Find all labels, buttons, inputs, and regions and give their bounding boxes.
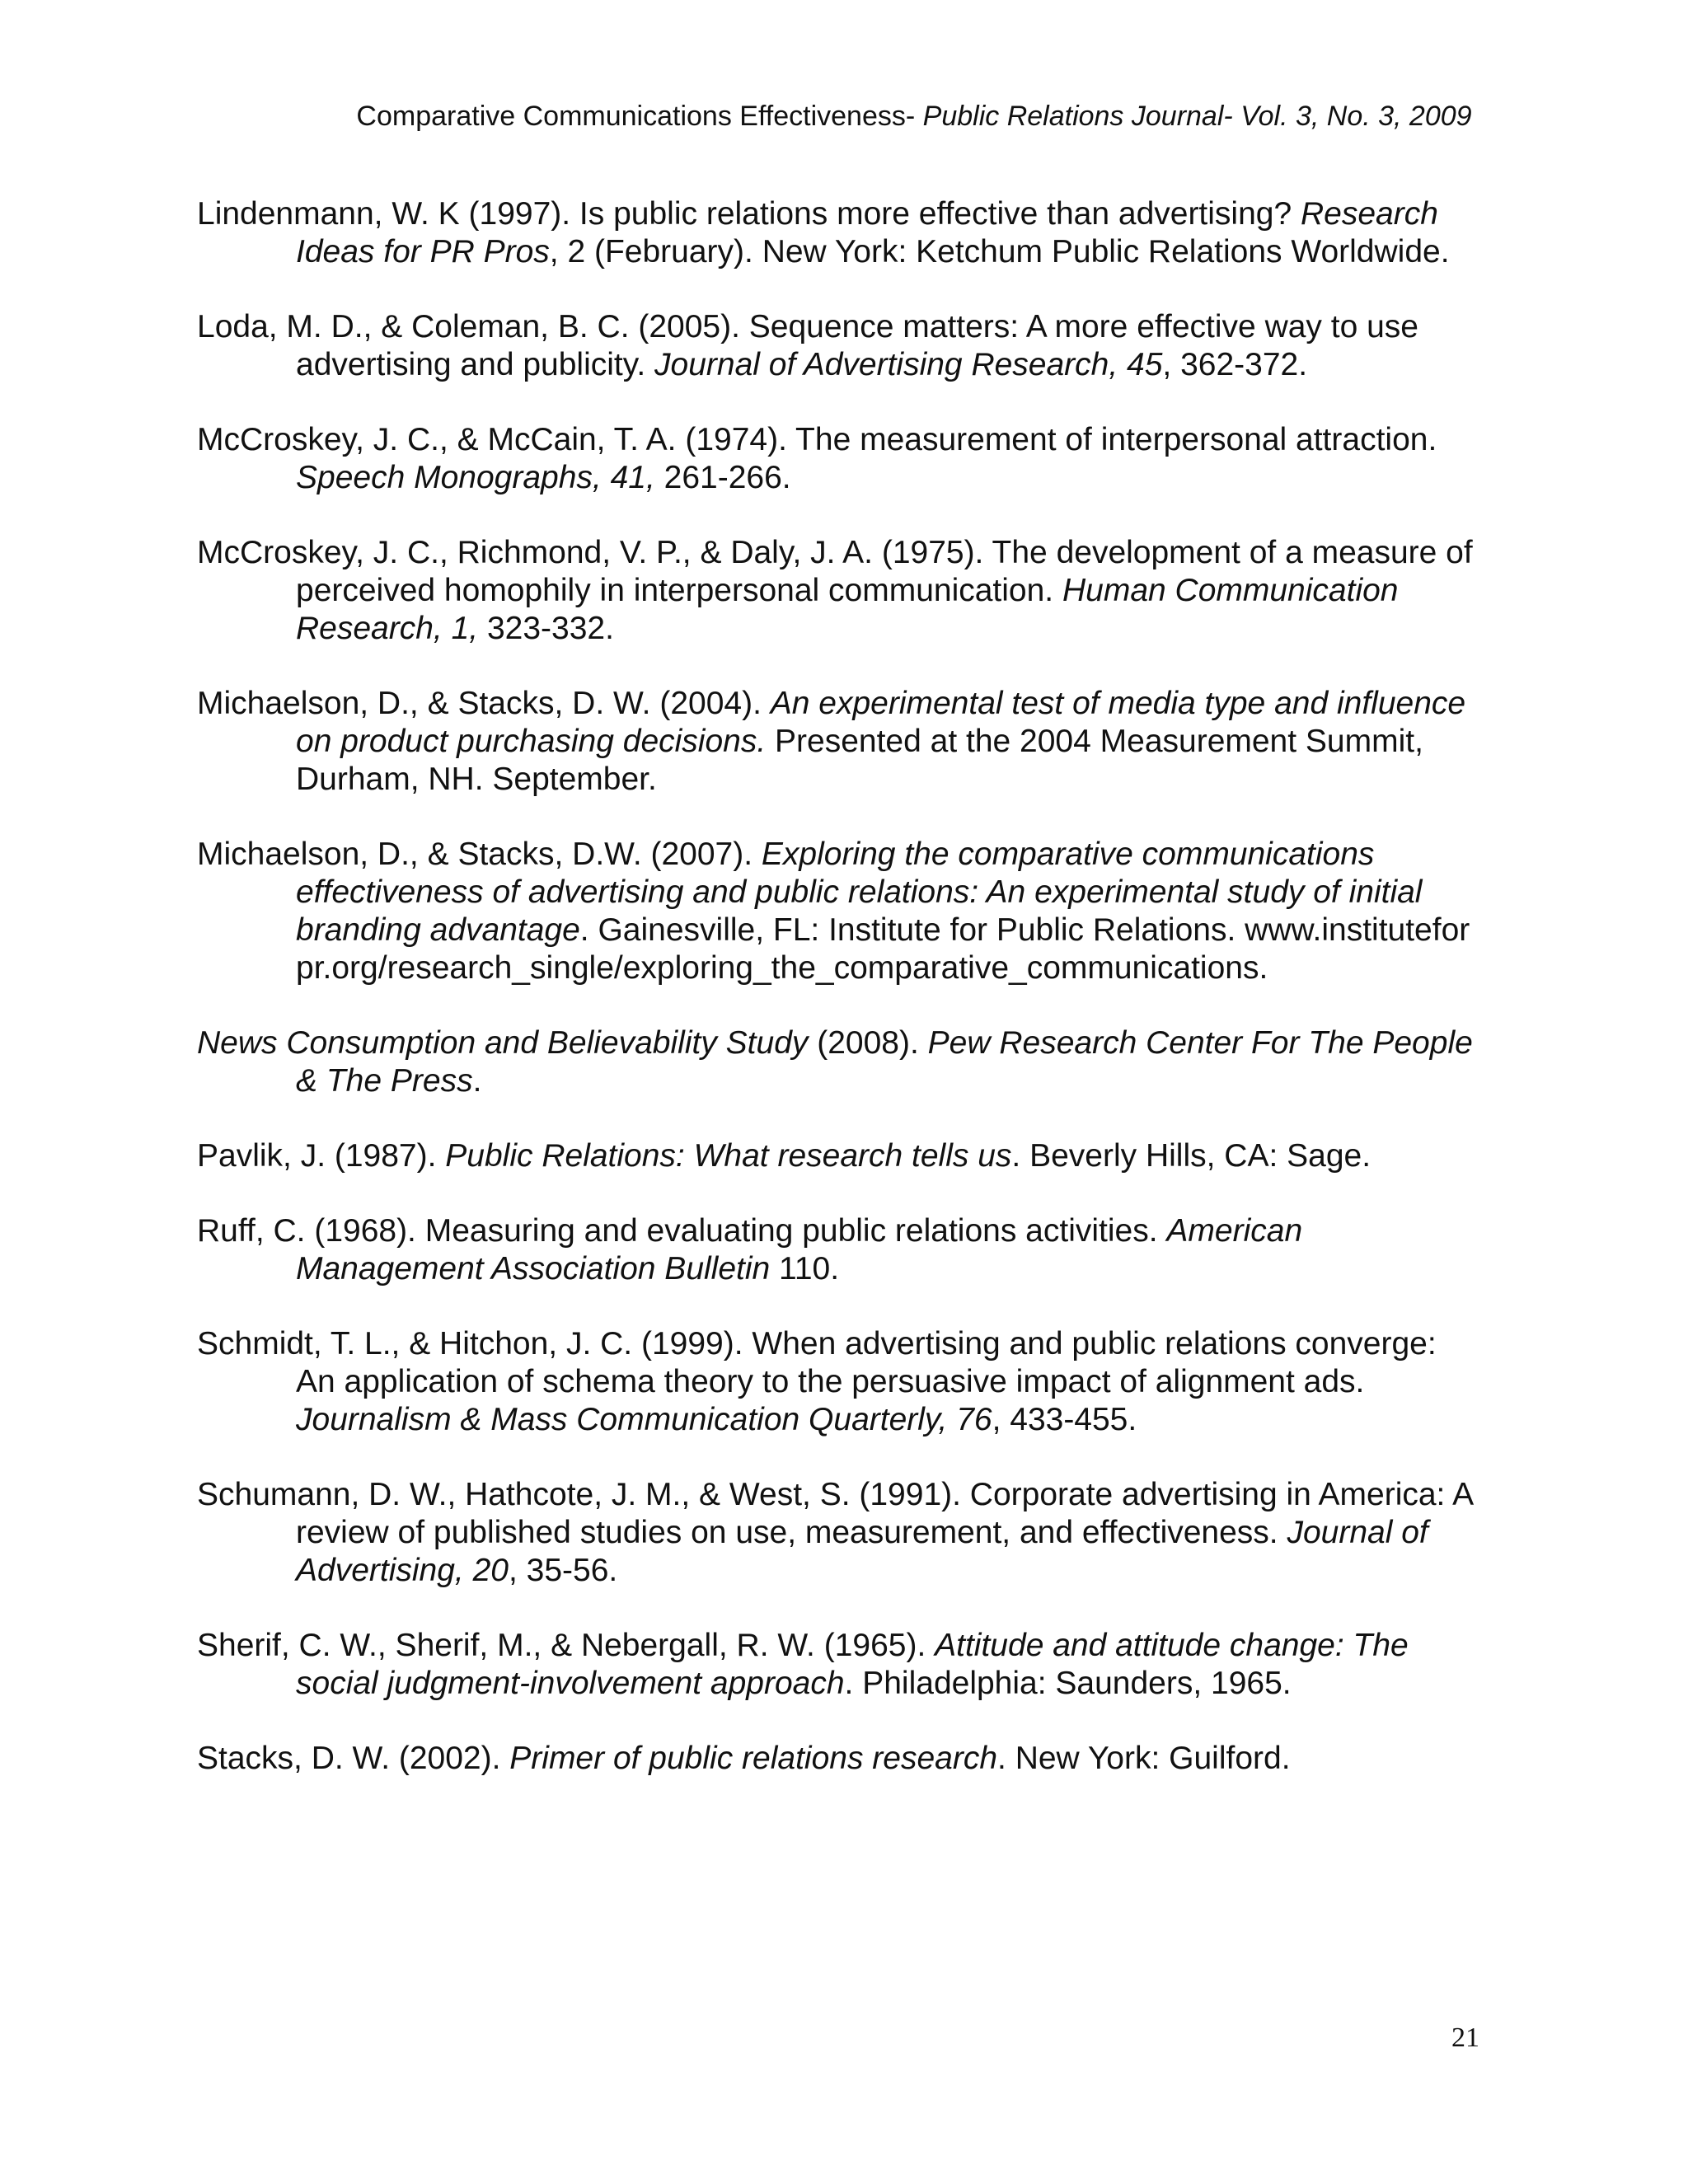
reference-list <box>197 195 1483 1815</box>
header-title: Comparative Communications Effectiveness- <box>356 101 923 132</box>
reference-entry: Schmidt, T. L., & Hitchon, J. C. (1999). When advertising and public relations converge: An application of schema theory to the persuasive impact of alignment ads. Journalism & Mass Communication Quarterly, 76, 433-455. <box>197 1326 1437 1437</box>
reference-entry: Michaelson, D., & Stacks, D. W. (2004). An experimental test of media type and influence on product purchasing decisions. Presented at the 2004 Measurement Summit, Durham, NH. September. <box>197 686 1466 797</box>
reference-entry: Schumann, D. W., Hathcote, J. M., & West, S. (1991). Corporate advertising in America: A review of published studies on use, measurement, and effectiveness. Journal of Advertising, 20, 35-56. <box>197 1477 1472 1588</box>
running-header <box>0 100 1688 133</box>
header-volume: Vol. 3, No. 3, 2009 <box>1240 101 1472 132</box>
header-separator: - <box>1223 101 1241 132</box>
reference-entry: Sherif, C. W., Sherif, M., & Nebergall, R. W. (1965). Attitude and attitude change: The social judgment-involvement approach. Philadelphia: Saunders, 1965. <box>197 1628 1409 1701</box>
reference-entry: Pavlik, J. (1987). Public Relations: What research tells us. Beverly Hills, CA: Sage. <box>197 1138 1372 1174</box>
reference-entry: News Consumption and Believability Study (2008). Pew Research Center For The People & The Press. <box>197 1025 1473 1099</box>
reference-entry: McCroskey, J. C., Richmond, V. P., & Daly, J. A. (1975). The development of a measure of perceived homophily in interpersonal communication. Human Communication Research, 1, 323-332. <box>197 535 1473 646</box>
reference-entry: Ruff, C. (1968). Measuring and evaluating public relations activities. American Management Association Bulletin 110. <box>197 1213 1303 1286</box>
reference-url: www.instituteforpr.org/research_single/exploring_the_comparative_communications. <box>296 912 1470 986</box>
reference-entry: Stacks, D. W. (2002). Primer of public relations research. New York: Guilford. <box>197 1741 1291 1776</box>
header-journal: Public Relations Journal <box>922 101 1224 132</box>
reference-entry: McCroskey, J. C., & McCain, T. A. (1974). The measurement of interpersonal attraction. Speech Monographs, 41, 261-266. <box>197 422 1437 495</box>
reference-entry: Michaelson, D., & Stacks, D.W. (2007). Exploring the comparative communications effectiveness of advertising and public relations: An experimental study of initial branding advantage. Gainesville, FL: Institute for Public Relations. www.instituteforpr.org/research_single/exploring_the_comparative_communications. <box>197 837 1470 986</box>
reference-entry: Loda, M. D., & Coleman, B. C. (2005). Sequence matters: A more effective way to use advertising and publicity. Journal of Advertising Research, 45, 362-372. <box>197 309 1418 382</box>
page-number: 21 <box>1451 2022 1479 2053</box>
reference-entry: Lindenmann, W. K (1997). Is public relations more effective than advertising? Research Ideas for PR Pros, 2 (February). New York: Ketchum Public Relations Worldwide. <box>197 196 1450 269</box>
